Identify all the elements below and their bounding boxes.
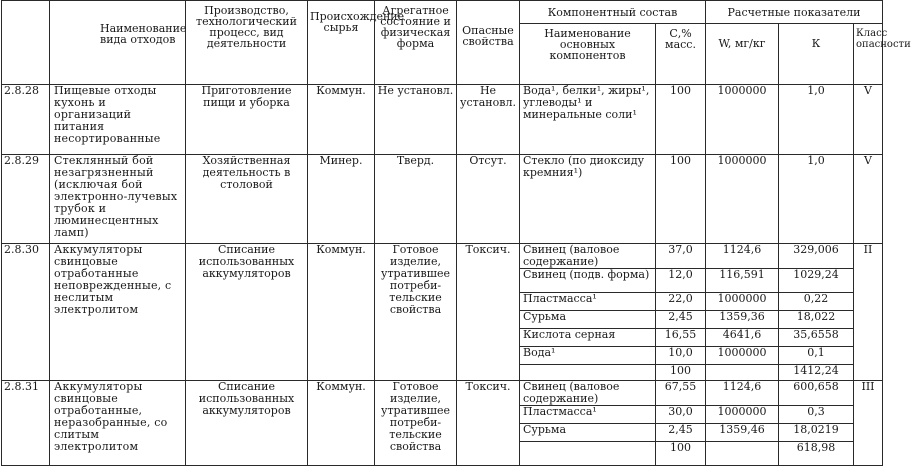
process-cell: Приготовление пищи и уборка	[186, 85, 308, 155]
waste-name: Стеклянный бой незагрязненный (исключая бой электронно-лучевых трубок и люминесцентных ламп)	[50, 155, 186, 244]
component-k: 1412,24	[779, 365, 854, 381]
component-name: Стекло (по диоксиду кремния¹)	[520, 155, 656, 244]
component-name: Сурьма	[520, 311, 656, 329]
component-name: Пластмасса¹	[520, 406, 656, 424]
table-row	[2, 244, 883, 269]
table-row	[2, 85, 883, 155]
component-w: 1359,36	[706, 311, 779, 329]
raw-origin-cell: Коммун.	[308, 381, 375, 466]
component-k: 1029,24	[779, 269, 854, 293]
component-k: 18,0219	[779, 424, 854, 442]
component-k: 600,658	[779, 381, 854, 406]
component-c: 10,0	[656, 347, 706, 365]
component-w: 1000000	[706, 293, 779, 311]
process-cell: Хозяйственная деятельность в столовой	[186, 155, 308, 244]
component-name	[520, 365, 656, 381]
component-w: 1000000	[706, 155, 779, 244]
component-name: Кислота серная	[520, 329, 656, 347]
header-w: W, мг/кг	[706, 24, 779, 85]
table-body	[2, 85, 883, 466]
row-number: 2.8.28	[2, 85, 50, 155]
table-row	[2, 155, 883, 244]
header-state: Агрегатное состояние и физическая форма	[375, 1, 457, 85]
component-c: 16,55	[656, 329, 706, 347]
component-c: 100	[656, 155, 706, 244]
component-name: Пластмасса¹	[520, 293, 656, 311]
component-w: 1000000	[706, 85, 779, 155]
component-name: Вода¹, белки¹, жиры¹, углеводы¹ и минеральные соли¹	[520, 85, 656, 155]
component-c: 22,0	[656, 293, 706, 311]
component-w: 1359,46	[706, 424, 779, 442]
raw-origin-cell: Коммун.	[308, 244, 375, 381]
row-number: 2.8.31	[2, 381, 50, 466]
header-hazard: Опасные свойства	[457, 1, 520, 85]
hazard-class: III	[854, 381, 883, 466]
hazard-cell: Не установл.	[457, 85, 520, 155]
component-name: Вода¹	[520, 347, 656, 365]
component-c: 37,0	[656, 244, 706, 269]
component-c: 12,0	[656, 269, 706, 293]
component-k: 18,022	[779, 311, 854, 329]
component-w	[706, 442, 779, 466]
waste-name: Аккумуляторы свинцовые отработанные, неразобранные, со слитым электролитом	[50, 381, 186, 466]
component-c: 100	[656, 442, 706, 466]
hazard-cell: Токсич.	[457, 381, 520, 466]
header-k: К	[779, 24, 854, 85]
header-class: Класс опасности	[854, 24, 883, 85]
component-name: Свинец (подв. форма)	[520, 269, 656, 293]
component-k: 0,1	[779, 347, 854, 365]
component-k: 618,98	[779, 442, 854, 466]
component-name: Сурьма	[520, 424, 656, 442]
component-k: 35,6558	[779, 329, 854, 347]
table-row	[2, 381, 883, 406]
process-cell: Списание использованных аккумуляторов	[186, 244, 308, 381]
process-cell: Списание использованных аккумуляторов	[186, 381, 308, 466]
component-k: 1,0	[779, 85, 854, 155]
row-number: 2.8.29	[2, 155, 50, 244]
component-c: 100	[656, 85, 706, 155]
header-num	[2, 1, 50, 85]
component-c: 2,45	[656, 424, 706, 442]
header-comp-c: С,% масс.	[656, 24, 706, 85]
aggregate-state-cell: Не установл.	[375, 85, 457, 155]
component-c: 2,45	[656, 311, 706, 329]
component-name: Свинец (валовое содержание)	[520, 244, 656, 269]
waste-name: Аккумуляторы свинцовые отработанные неповрежденные, с неслитым электролитом	[50, 244, 186, 381]
component-w: 4641,6	[706, 329, 779, 347]
component-k: 329,006	[779, 244, 854, 269]
component-w: 1124,6	[706, 244, 779, 269]
header-name: Наименование вида отходов	[50, 1, 186, 85]
aggregate-state-cell: Тверд.	[375, 155, 457, 244]
aggregate-state-cell: Готовое изделие, утратившее потреби-тельские свойства	[375, 381, 457, 466]
component-c: 67,55	[656, 381, 706, 406]
component-k: 1,0	[779, 155, 854, 244]
hazard-class: V	[854, 85, 883, 155]
row-number: 2.8.30	[2, 244, 50, 381]
header-calc: Расчетные показатели	[706, 1, 883, 24]
header-process: Производство, технологический процесс, вид деятельности	[186, 1, 308, 85]
raw-origin-cell: Минер.	[308, 155, 375, 244]
hazard-cell: Отсут.	[457, 155, 520, 244]
header-comp-name: Наименование основных компонентов	[520, 24, 656, 85]
hazard-class: V	[854, 155, 883, 244]
hazard-class: II	[854, 244, 883, 381]
aggregate-state-cell: Готовое изделие, утратившее потреби-тельские свойства	[375, 244, 457, 381]
component-name	[520, 442, 656, 466]
component-k: 0,3	[779, 406, 854, 424]
raw-origin-cell: Коммун.	[308, 85, 375, 155]
component-name: Свинец (валовое содержание)	[520, 381, 656, 406]
header-raw: Происхождение сырья	[308, 1, 375, 85]
table-header	[2, 1, 911, 85]
component-w: 116,591	[706, 269, 779, 293]
waste-table	[1, 0, 911, 466]
component-w: 1000000	[706, 406, 779, 424]
component-k: 0,22	[779, 293, 854, 311]
component-c: 30,0	[656, 406, 706, 424]
component-w: 1000000	[706, 347, 779, 365]
hazard-cell: Токсич.	[457, 244, 520, 381]
component-w	[706, 365, 779, 381]
component-w: 1124,6	[706, 381, 779, 406]
component-c: 100	[656, 365, 706, 381]
header-composition: Компонентный состав	[520, 1, 706, 24]
waste-name: Пищевые отходы кухонь и организаций питания несортированные	[50, 85, 186, 155]
